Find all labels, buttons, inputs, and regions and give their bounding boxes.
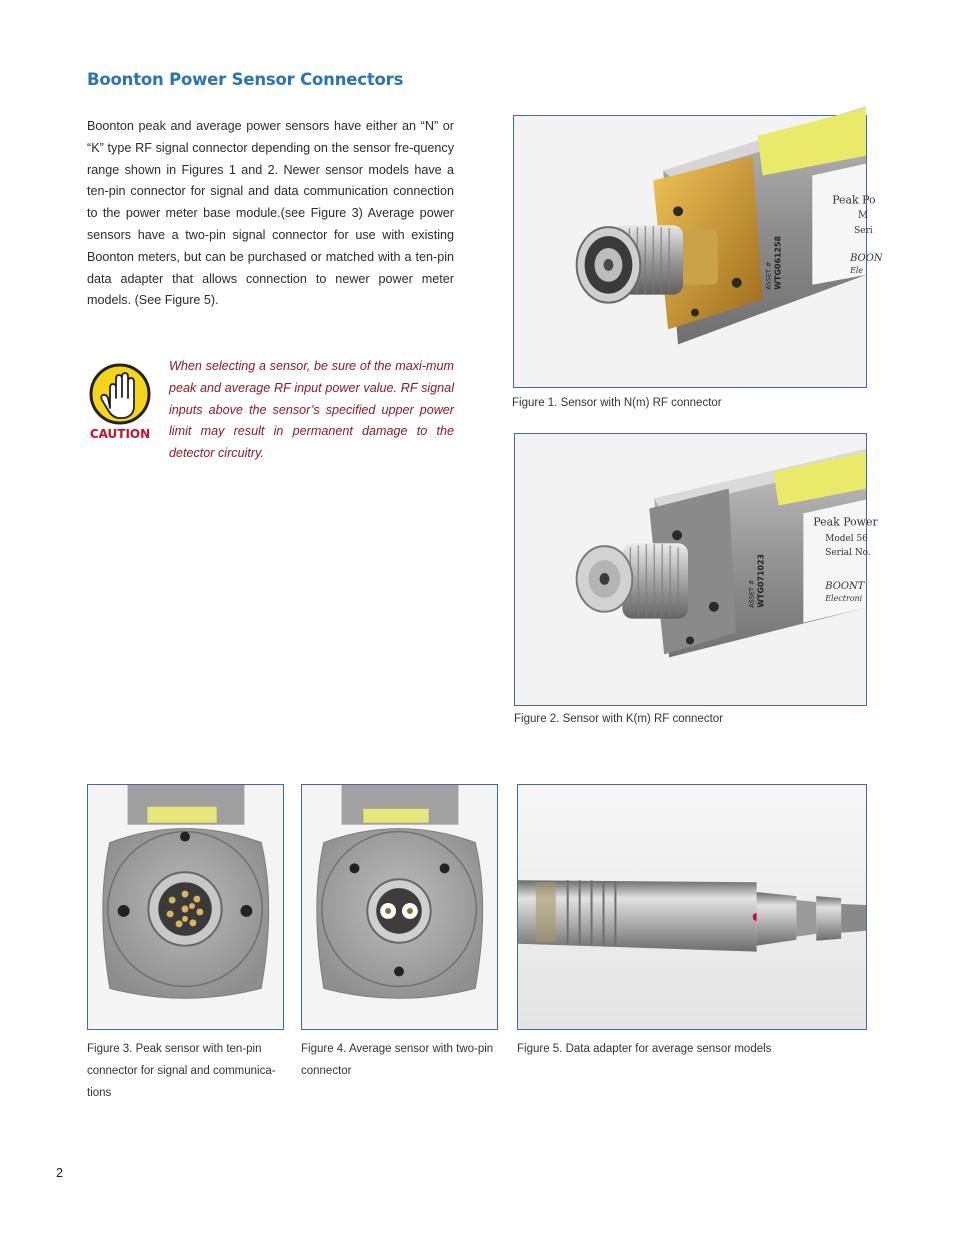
svg-text:WTG061258: WTG061258 (773, 235, 783, 290)
figure-3-image (87, 784, 284, 1030)
fig1-label-line-3: Seri (854, 226, 873, 237)
caution-label: CAUTION (89, 427, 151, 441)
caution-text: When selecting a sensor, be sure of the maxi-mum peak and average RF input power value. RF signal inputs above the sensor’s specified upper power limit may result in permanent damage to the detector circuitry. (169, 359, 454, 461)
fig1-label-line-4: BOON (850, 252, 883, 264)
figure-5-caption: Figure 5. Data adapter for average sensor models (517, 1043, 772, 1055)
svg-text:ASSET #: ASSET # (747, 579, 756, 608)
caution-block (88, 362, 152, 442)
figure-4-image (301, 784, 498, 1030)
fig1-label-line-2: M (858, 210, 869, 222)
fig2-label-line-3: Serial No. (825, 548, 871, 559)
figure-2-image (514, 433, 878, 706)
page-number: 2 (56, 1166, 63, 1180)
svg-text:WTG071023: WTG071023 (756, 553, 766, 608)
caution-hand-icon (88, 362, 152, 442)
figure-2-caption: Figure 2. Sensor with K(m) RF connector (514, 713, 723, 725)
body-paragraph: Boonton peak and average power sensors have either an “N” or “K” type RF signal connector depending on the sensor fre-quency range shown in Figures 1 and 2. Newer sensor models have a ten-pin connector for signal and data communication connection to the power meter base module.(see Figure 3) Average power sensors have a two-pin signal connector for use with existing Boonton meters, but can be purchased or matched with a ten-pin data adapter that allows connection to newer power meter models. (See Figure 5). (87, 119, 454, 308)
figure-1-image (513, 115, 883, 388)
figure-5-image (517, 784, 867, 1030)
figure-4-caption: Figure 4. Average sensor with two-pin connector (301, 1043, 494, 1077)
fig1-label-line-5: Ele (850, 265, 864, 275)
section-title: Boonton Power Sensor Connectors (87, 70, 404, 89)
fig2-label-line-2: Model 56 (825, 534, 868, 545)
fig2-label-line-5: Electroni (825, 593, 863, 603)
figure-1-caption: Figure 1. Sensor with N(m) RF connector (512, 397, 722, 409)
fig2-label-line-4: BOONT (825, 580, 865, 592)
svg-text:ASSET #: ASSET # (764, 261, 773, 290)
fig2-label-line-1: Peak Power (813, 515, 878, 529)
figure-3-caption: Figure 3. Peak sensor with ten-pin connector for signal and communica-tions (87, 1043, 276, 1099)
fig1-label-line-1: Peak Po (832, 193, 876, 207)
